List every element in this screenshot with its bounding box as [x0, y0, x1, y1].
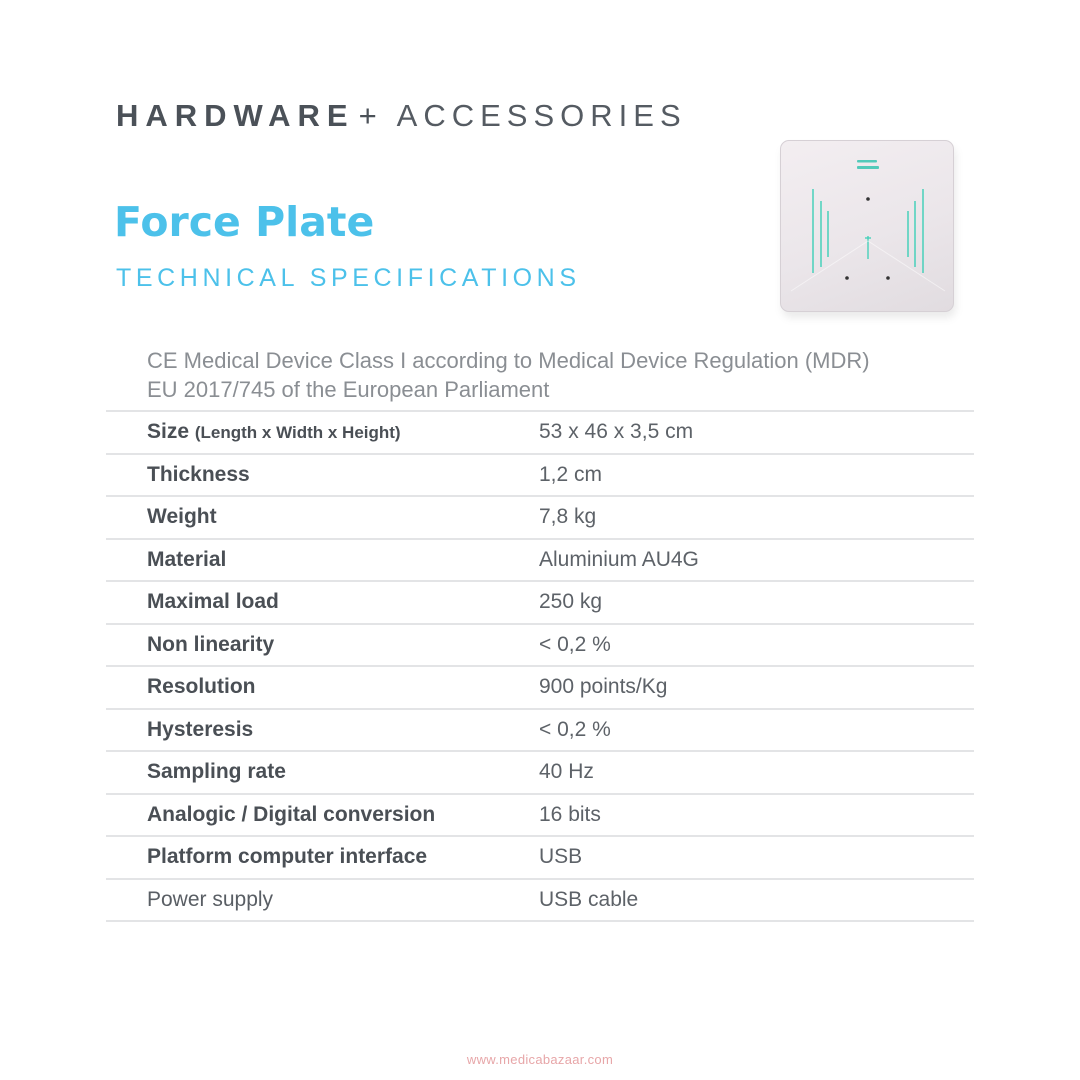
spec-row-sampling-rate [106, 751, 974, 794]
spec-row-power-supply [106, 879, 974, 922]
spec-value: 16 bits [539, 802, 601, 826]
spec-label [106, 411, 539, 454]
spec-value: < 0,2 % [539, 717, 611, 741]
spec-row-non-linearity [106, 624, 974, 667]
heading-plus: + [358, 98, 383, 133]
spec-row-weight [106, 496, 974, 539]
spec-value: 250 kg [539, 590, 603, 614]
heading-light-word: ACCESSORIES [396, 98, 687, 133]
spec-row-resolution [106, 666, 974, 709]
compliance-line-2: EU 2017/745 of the European Parliament [147, 377, 550, 402]
spec-label: Analogic / Digital conversion [147, 802, 436, 826]
spec-label-main: Size [147, 420, 190, 444]
spec-label: Sampling rate [147, 760, 286, 784]
spec-label: Platform computer interface [147, 845, 428, 869]
spec-label: Non linearity [147, 632, 275, 656]
spec-row-material [106, 539, 974, 582]
compliance-statement [147, 346, 977, 404]
product-title: Force Plate [114, 198, 375, 246]
spec-label: Material [147, 547, 227, 571]
watermark-url: www.medicabazaar.com [466, 1052, 614, 1067]
spec-label: Power supply [147, 887, 274, 911]
section-heading [116, 98, 687, 134]
spec-label: Maximal load [147, 590, 279, 614]
spec-value: 900 points/Kg [539, 675, 668, 699]
spec-value: 1,2 cm [539, 462, 603, 486]
spec-value: 40 Hz [539, 760, 594, 784]
spec-value: < 0,2 % [539, 632, 611, 656]
compliance-line-1: CE Medical Device Class I according to Medical Device Regulation (MDR) [147, 348, 870, 373]
spec-label: Hysteresis [147, 717, 254, 741]
spec-value: USB [539, 845, 583, 869]
force-plate-image [780, 140, 954, 312]
spec-label-suffix: (Length x Width x Height) [194, 423, 401, 443]
heading-bold-word: HARDWARE [116, 98, 355, 133]
spec-value: 7,8 kg [539, 505, 597, 529]
spec-value: USB cable [539, 887, 639, 911]
spec-label: Weight [147, 505, 217, 529]
spec-row-thickness [106, 454, 974, 497]
spec-label: Thickness [147, 462, 250, 486]
spec-row-size [106, 411, 974, 454]
spec-row-hysteresis [106, 709, 974, 752]
spec-table [106, 410, 974, 922]
product-subtitle: TECHNICAL SPECIFICATIONS [116, 264, 581, 292]
spec-row-computer-interface [106, 836, 974, 879]
spec-value: Aluminium AU4G [539, 547, 699, 571]
spec-row-maximal-load [106, 581, 974, 624]
spec-row-ad-conversion [106, 794, 974, 837]
spec-value: 53 x 46 x 3,5 cm [539, 420, 694, 444]
spec-label: Resolution [147, 675, 256, 699]
